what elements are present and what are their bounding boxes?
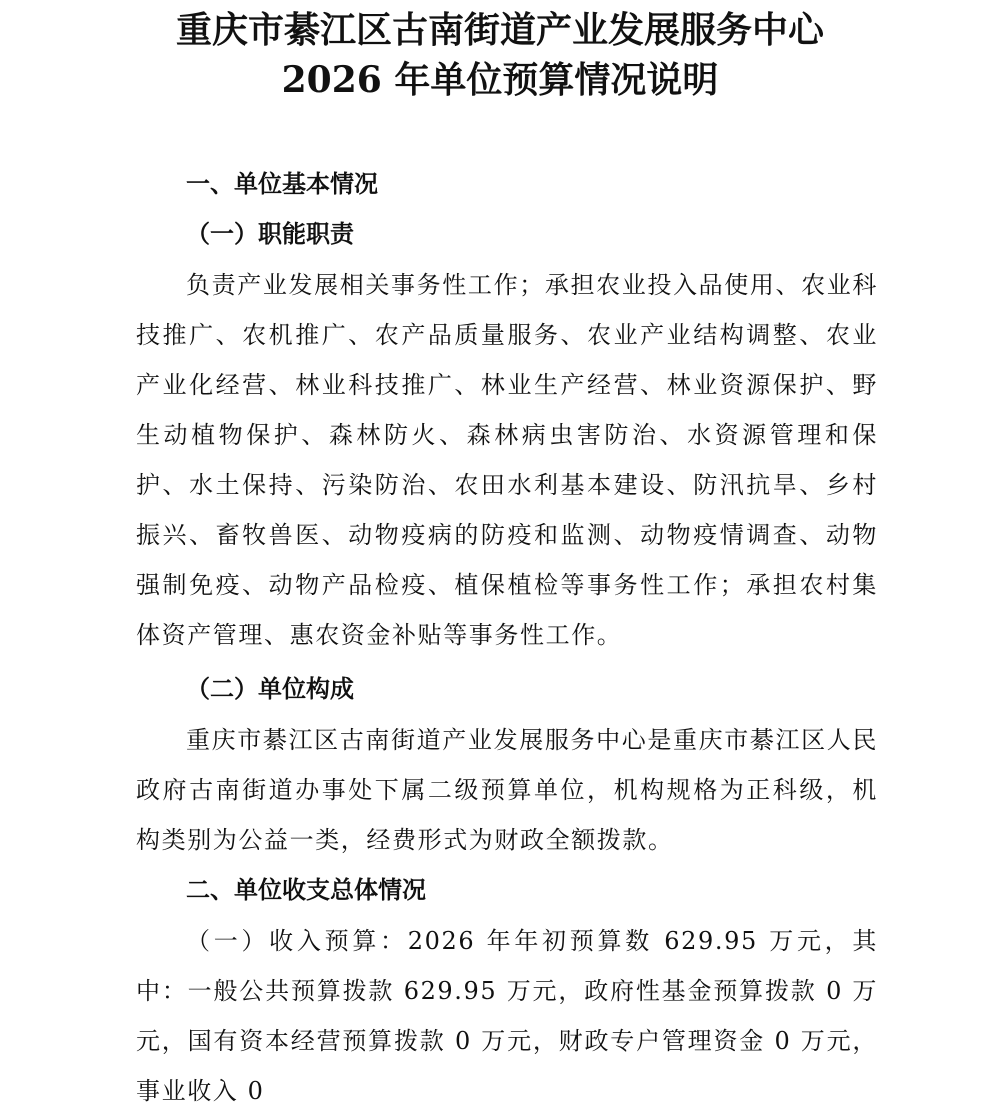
section1-heading: 一、单位基本情况 (186, 169, 378, 198)
section2-sub1-body: （一）收入预算：2026 年年初预算数 629.95 万元，其中：一般公共预算拨款 629.95 万元，政府性基金预算拨款 0 万元，国有资本经营预算拨款 0 万元，财政专户管理资金 0 万元，事业收入 0 (136, 927, 878, 1105)
section1-sub1-heading: （一）职能职责 (186, 219, 354, 248)
section1-sub2-heading: （二）单位构成 (186, 674, 354, 703)
section1-sub1-body: 负责产业发展相关事务性工作；承担农业投入品使用、农业科技推广、农机推广、农产品质量服务、农业产业结构调整、农业产业化经营、林业科技推广、林业生产经营、林业资源保护、野生动植物保护、森林防火、森林病虫害防治、水资源管理和保护、水土保持、污染防治、农田水利基本建设、防汛抗旱、乡村振兴、畜牧兽医、动物疫病的防疫和监测、动物疫情调查、动物强制免疫、动物产品检疫、植保植检等事务性工作；承担农村集体资产管理、惠农资金补贴等事务性工作。 (136, 271, 878, 649)
section1-sub2-body: 重庆市綦江区古南街道产业发展服务中心是重庆市綦江区人民政府古南街道办事处下属二级预算单位，机构规格为正科级，机构类别为公益一类，经费形式为财政全额拨款。 (136, 726, 878, 854)
section2-heading: 二、单位收支总体情况 (186, 875, 426, 904)
document-title-line2: 2026 年单位预算情况说明 (281, 59, 719, 101)
document-title-line1: 重庆市綦江区古南街道产业发展服务中心 (175, 9, 824, 51)
